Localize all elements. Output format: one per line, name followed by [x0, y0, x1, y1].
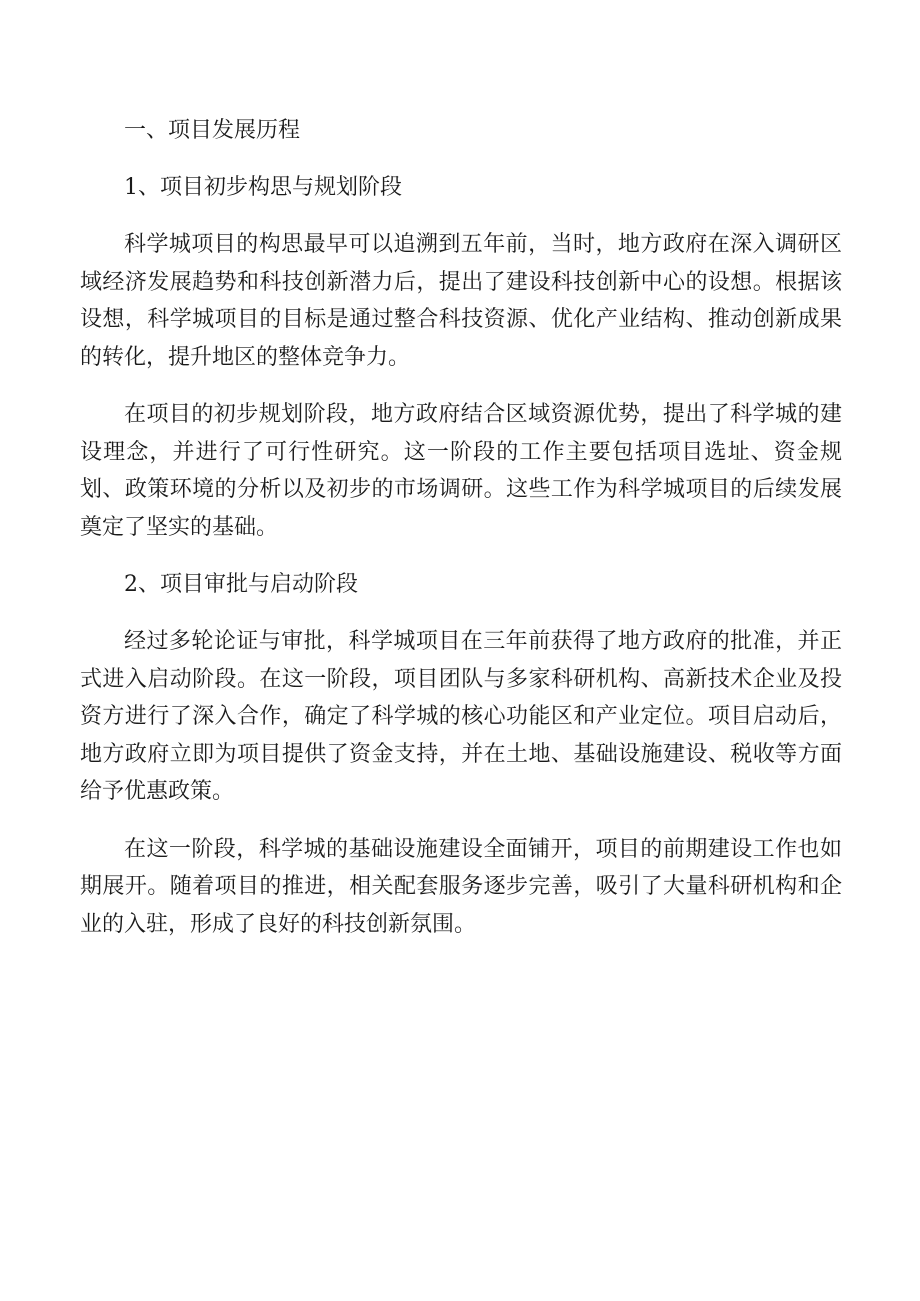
- section-title: 一、项目发展历程: [124, 118, 301, 143]
- paragraph-3: 经过多轮论证与审批，科学城项目在三年前获得了地方政府的批准，并正式进入启动阶段。在这一阶段，项目团队与多家科研机构、高新技术企业及投资方进行了深入合作，确定了科学城的核心功能区和产业定位。项目启动后，地方政府立即为项目提供了资金支持，并在土地、基础设施建设、税收等方面给予优惠政策。: [80, 629, 842, 804]
- paragraph-4: 在这一阶段，科学城的基础设施建设全面铺开，项目的前期建设工作也如期展开。随着项目的推进，相关配套服务逐步完善，吸引了大量科研机构和企业的入驻，形成了良好的科技创新氛围。: [80, 836, 842, 937]
- subsection-title-2: 2、项目审批与启动阶段: [124, 572, 358, 597]
- document-body: [80, 112, 842, 963]
- paragraph-2: 在项目的初步规划阶段，地方政府结合区域资源优势，提出了科学城的建设理念，并进行了可行性研究。这一阶段的工作主要包括项目选址、资金规划、政策环境的分析以及初步的市场调研。这些工作为科学城项目的后续发展奠定了坚实的基础。: [80, 402, 842, 540]
- paragraph-1: 科学城项目的构思最早可以追溯到五年前，当时，地方政府在深入调研区域经济发展趋势和科技创新潜力后，提出了建设科技创新中心的设想。根据该设想，科学城项目的目标是通过整合科技资源、优化产业结构、推动创新成果的转化，提升地区的整体竞争力。: [80, 232, 842, 370]
- subsection-title-1: 1、项目初步构思与规划阶段: [124, 175, 402, 200]
